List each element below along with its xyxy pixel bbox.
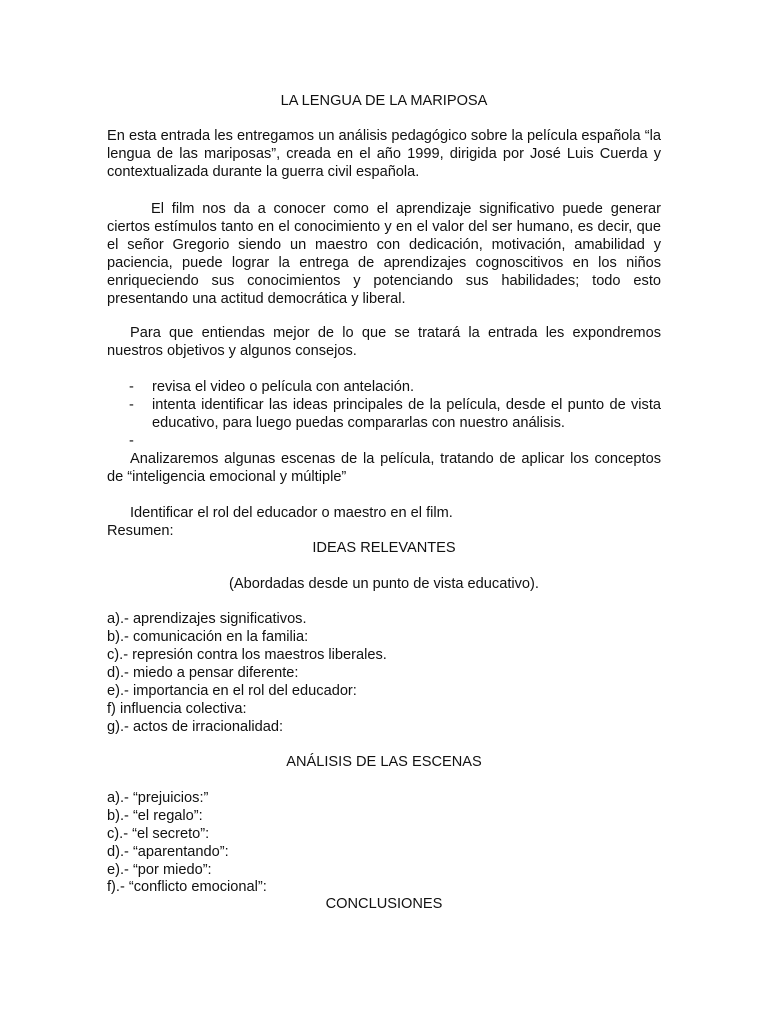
analysis-heading: ANÁLISIS DE LAS ESCENAS bbox=[286, 754, 482, 770]
scene-item-e: e).- “por miedo”: bbox=[107, 862, 212, 878]
objectives-paragraph: Para que entiendas mejor de lo que se tratará la entrada les expondremos nuestros objetivos y algunos consejos. bbox=[107, 325, 661, 359]
scene-item-f: f).- “conflicto emocional”: bbox=[107, 879, 267, 895]
idea-item-e: e).- importancia en el rol del educador: bbox=[107, 683, 357, 699]
scene-item-c: c).- “el secreto”: bbox=[107, 826, 210, 842]
idea-item-f: f) influencia colectiva: bbox=[107, 701, 247, 717]
scene-item-d: d).- “aparentando”: bbox=[107, 844, 229, 860]
ideas-heading: IDEAS RELEVANTES bbox=[312, 540, 456, 556]
bullet-dash: - bbox=[129, 379, 134, 395]
scene-item-a: a).- “prejuicios:” bbox=[107, 790, 209, 806]
idea-item-a: a).- aprendizajes significativos. bbox=[107, 611, 307, 627]
idea-item-c: c).- represión contra los maestros liberales. bbox=[107, 647, 387, 663]
bullet-text: revisa el video o película con antelación. bbox=[152, 379, 415, 395]
bullet-dash: - bbox=[129, 397, 134, 413]
idea-item-b: b).- comunicación en la familia: bbox=[107, 629, 309, 645]
ideas-subheading: (Abordadas desde un punto de vista educativo). bbox=[229, 576, 539, 592]
intro-paragraph: En esta entrada les entregamos un análisis pedagógico sobre la película española “la lengua de las mariposas”, creada en el año 1999, dirigida por José Luis Cuerda y contextualizada durante la guerra civil española. bbox=[107, 128, 661, 180]
tip-bullet-3 bbox=[107, 432, 661, 450]
idea-item-d: d).- miedo a pensar diferente: bbox=[107, 665, 299, 681]
summary-label: Resumen: bbox=[107, 523, 174, 539]
tip-bullet-1 bbox=[107, 378, 661, 396]
scenes-paragraph: Analizaremos algunas escenas de la película, tratando de aplicar los conceptos de “inteligencia emocional y múltiple” bbox=[107, 451, 661, 485]
tip-bullet-2 bbox=[107, 396, 661, 432]
role-paragraph: Identificar el rol del educador o maestro en el film. bbox=[130, 505, 453, 521]
bullet-dash: - bbox=[129, 433, 134, 449]
conclusions-heading: CONCLUSIONES bbox=[325, 896, 443, 912]
bullet-text: intenta identificar las ideas principales de la película, desde el punto de vista educativo, para luego puedas compararlas con nuestro análisis. bbox=[152, 397, 661, 431]
document-title: LA LENGUA DE LA MARIPOSA bbox=[280, 93, 488, 109]
film-paragraph: El film nos da a conocer como el aprendizaje significativo puede generar ciertos estímulos tanto en el conocimiento y en el valor del ser humano, es decir, que el señor Gregorio siendo un maestro con dedicación, motivación, amabilidad y paciencia, puede lograr la entrega de aprendizajes cognoscitivos en los niños enriqueciendo sus conocimientos y potenciando sus habilidades; todo esto presentando una actitud democrática y liberal. bbox=[107, 201, 661, 307]
scene-item-b: b).- “el regalo”: bbox=[107, 808, 203, 824]
idea-item-g: g).- actos de irracionalidad: bbox=[107, 719, 284, 735]
